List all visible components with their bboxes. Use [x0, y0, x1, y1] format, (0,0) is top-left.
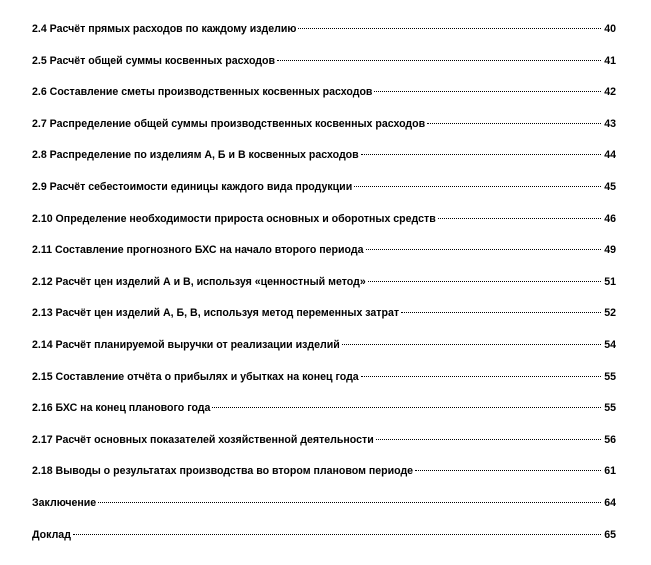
dot-leader [415, 469, 601, 471]
toc-entry-page: 55 [604, 402, 616, 415]
toc-entry-page: 42 [604, 86, 616, 99]
dot-leader [366, 248, 602, 250]
dot-leader [73, 533, 601, 535]
toc-entry-page: 45 [604, 180, 616, 193]
dot-leader [354, 185, 601, 187]
toc-entry-page: 51 [604, 275, 616, 288]
toc-entry[interactable] [32, 298, 616, 330]
dot-leader [438, 217, 601, 219]
toc-entry-page: 49 [604, 244, 616, 257]
toc-entry-title: 2.18 Выводы о результатах производства во втором плановом периоде [32, 465, 414, 478]
toc-entry[interactable] [32, 520, 616, 552]
toc-entry-title: 2.8 Распределение по изделиям А, Б и В косвенных расходов [32, 149, 359, 162]
toc-entry-page: 46 [604, 212, 616, 225]
toc-entry[interactable] [32, 456, 616, 488]
toc-entry-page: 65 [604, 528, 616, 541]
toc-entry-page: 43 [604, 117, 616, 130]
dot-leader [401, 311, 601, 313]
toc-entry[interactable] [32, 362, 616, 394]
dot-leader [361, 375, 602, 377]
toc-entry-page: 52 [604, 307, 616, 320]
toc-entry[interactable] [32, 330, 616, 362]
toc-entry-title: 2.10 Определение необходимости прироста основных и оборотных средств [32, 212, 436, 225]
toc-entry-title: Заключение [32, 496, 97, 509]
table-of-contents [32, 14, 616, 551]
toc-entry[interactable] [32, 488, 616, 520]
toc-entry-page: 41 [604, 54, 616, 67]
toc-entry-title: 2.14 Расчёт планируемой выручки от реализации изделий [32, 338, 340, 351]
toc-entry[interactable] [32, 46, 616, 78]
toc-entry[interactable] [32, 425, 616, 457]
toc-entry[interactable] [32, 77, 616, 109]
toc-entry[interactable] [32, 14, 616, 46]
toc-entry-title: 2.4 Расчёт прямых расходов по каждому изделию [32, 23, 297, 35]
toc-entry[interactable] [32, 109, 616, 141]
dot-leader [212, 406, 601, 408]
toc-entry-page: 55 [604, 370, 616, 383]
dot-leader [342, 343, 601, 345]
toc-entry-title: 2.13 Расчёт цен изделий А, Б, В, используя метод переменных затрат [32, 307, 400, 320]
toc-entry-title: 2.6 Составление сметы производственных косвенных расходов [32, 86, 373, 99]
toc-entry-page: 64 [604, 496, 616, 509]
toc-entry[interactable] [32, 267, 616, 299]
toc-entry[interactable] [32, 172, 616, 204]
toc-entry-title: 2.17 Расчёт основных показателей хозяйственной деятельности [32, 433, 374, 446]
toc-entry-title: 2.12 Расчёт цен изделий А и В, используя «ценностный метод» [32, 275, 366, 288]
dot-leader [361, 153, 602, 155]
toc-entry-page: 56 [604, 433, 616, 446]
toc-entry-title: 2.9 Расчёт себестоимости единицы каждого вида продукции [32, 180, 353, 193]
toc-entry[interactable] [32, 235, 616, 267]
toc-entry-page: 54 [604, 338, 616, 351]
toc-entry[interactable] [32, 140, 616, 172]
toc-entry-page: 40 [604, 23, 616, 35]
dot-leader [427, 122, 601, 124]
toc-entry-page: 44 [604, 149, 616, 162]
toc-entry-title: 2.5 Расчёт общей суммы косвенных расходов [32, 54, 275, 67]
toc-entry-title: Доклад [32, 528, 71, 541]
dot-leader [374, 90, 601, 92]
dot-leader [98, 501, 601, 503]
toc-entry-page: 61 [604, 465, 616, 478]
toc-entry-title: 2.7 Распределение общей суммы производственных косвенных расходов [32, 117, 426, 130]
dot-leader [368, 280, 601, 282]
dot-leader [376, 438, 601, 440]
toc-entry[interactable] [32, 393, 616, 425]
toc-entry-title: 2.11 Составление прогнозного БХС на начало второго периода [32, 244, 364, 257]
dot-leader [298, 27, 601, 29]
toc-entry[interactable] [32, 204, 616, 236]
toc-entry-title: 2.16 БХС на конец планового года [32, 402, 211, 415]
dot-leader [277, 59, 601, 61]
toc-entry-title: 2.15 Составление отчёта о прибылях и убытках на конец года [32, 370, 359, 383]
